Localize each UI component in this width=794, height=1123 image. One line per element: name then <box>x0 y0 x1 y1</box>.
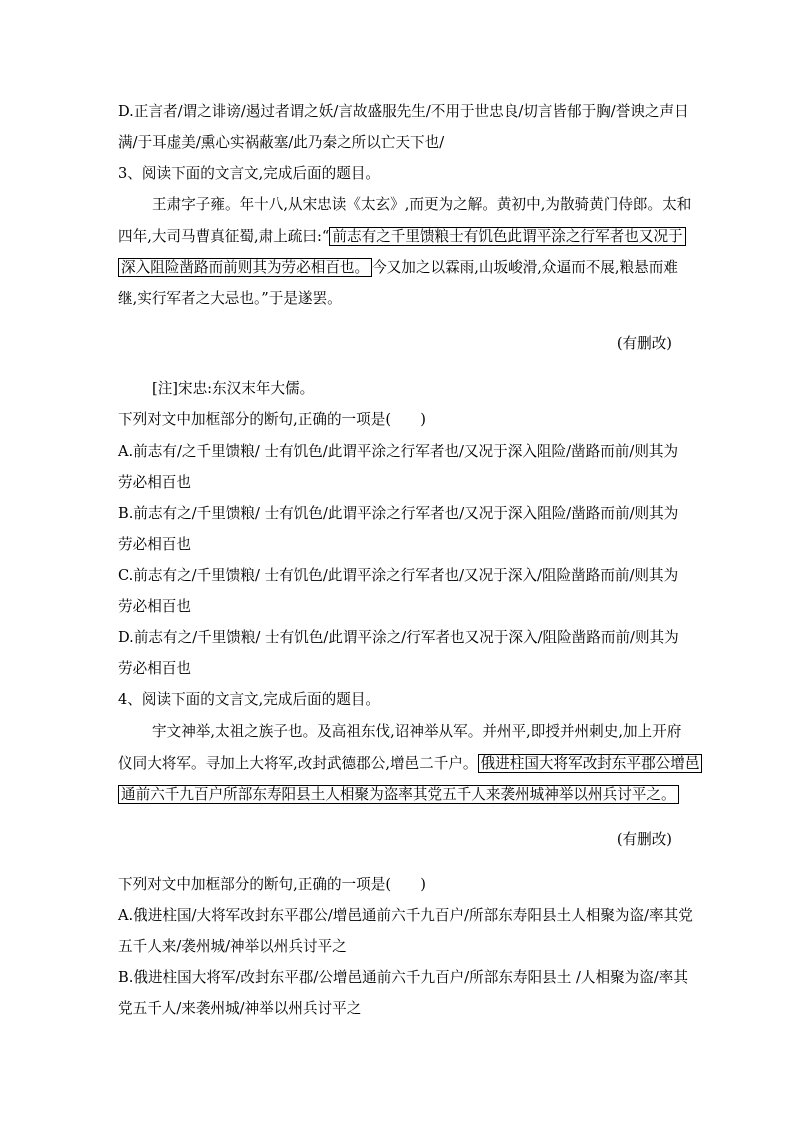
q4-option-b-line1: B.俄进柱国大将军/改封东平郡/公增邑通前六千九百户/所部东寿阳县土 /人相聚为盗/率其 <box>118 969 688 986</box>
q3-passage-line3 <box>118 258 678 278</box>
q3-option-b-line2: 劳必相百也 <box>118 536 191 553</box>
q4-option-a-line1: A.俄进柱国/大将军改封东平郡公/增邑通前六千九百户/所部东寿阳县土人相聚为盗/率其党 <box>118 907 693 924</box>
q3-source-note: (有删改) <box>616 335 672 352</box>
q3-passage-line2 <box>118 227 686 247</box>
q3-passage-line4: 继,实行军者之大忌也。”于是遂罢。 <box>118 290 342 307</box>
q4-option-a-line2: 五千人来/袭州城/神举以州兵讨平之 <box>118 938 347 955</box>
q3-boxed-text-part1: 前志有之千里馈粮士有饥色此谓平涂之行军者也又况于 <box>329 227 685 246</box>
q3-passage-line1: 王肃字子雍。年十八,从宋忠读《太玄》,而更为之解。黄初中,为散骑黄门侍郎。太和 <box>152 196 692 213</box>
q2-option-d-line2: 满/于耳虚美/熏心实祸蔽塞/此乃秦之所以亡天下也/ <box>118 134 445 151</box>
q4-passage-line1: 宇文神举,太祖之族子也。及高祖东伐,诏神举从军。并州平,即授并州刺史,加上开府 <box>152 723 682 740</box>
q3-option-d-line2: 劳必相百也 <box>118 660 191 677</box>
q4-boxed-text-part1: 俄进柱国大将军改封东平郡公增邑 <box>478 754 703 773</box>
q4-boxed-text-part2: 通前六千九百户所部东寿阳县土人相聚为盗率其党五千人来袭州城神举以州兵讨平之。 <box>118 785 679 804</box>
q3-question: 下列对文中加框部分的断句,正确的一项是( ) <box>118 411 426 428</box>
q3-passage-line2-text: 四年,大司马曹真征蜀,肃上疏曰:“ <box>118 228 330 245</box>
q4-source-note: (有删改) <box>616 831 672 848</box>
q3-passage-line3-text: 今又加之以霖雨,山坂峻滑,众逼而不展,粮悬而难 <box>372 259 678 276</box>
q4-option-b-line2: 党五千人/来袭州城/神举以州兵讨平之 <box>118 1000 362 1017</box>
q3-option-c-line2: 劳必相百也 <box>118 598 191 615</box>
q4-question: 下列对文中加框部分的断句,正确的一项是( ) <box>118 876 426 893</box>
q2-option-d-line1: D.正言者/谓之诽谤/遏过者谓之妖/言故盛服先生/不用于世忠良/切言皆郁于胸/誉谀之声日 <box>118 103 689 120</box>
q3-option-d-line1: D.前志有之/千里馈粮/ 士有饥色/此谓平涂之/行军者也又况于深入/阻险凿路而前/则其为 <box>118 629 679 646</box>
q3-option-a-line2: 劳必相百也 <box>118 474 191 491</box>
q4-passage-line3 <box>118 785 679 805</box>
q3-heading: 3、阅读下面的文言文,完成后面的题目。 <box>118 165 381 182</box>
q4-heading: 4、阅读下面的文言文,完成后面的题目。 <box>118 691 381 708</box>
q3-boxed-text-part2: 深入阻险凿路而前则其为劳必相百也。 <box>118 258 372 277</box>
q3-option-c-line1: C.前志有之/千里馈粮/ 士有饥色/此谓平涂之行军者也/又况于深入/阻险凿路而前/则其为 <box>118 567 679 584</box>
q4-passage-line2-text: 仪同大将军。寻加上大将军,改封武德郡公,增邑二千户。 <box>118 755 478 772</box>
q3-annotation: [注]宋忠:东汉末年大儒。 <box>152 380 315 397</box>
q3-option-a-line1: A.前志有/之千里馈粮/ 士有饥色/此谓平涂之行军者也/又况于深入阻险/凿路而前/则其为 <box>118 443 679 460</box>
q4-passage-line2 <box>118 754 702 774</box>
q3-option-b-line1: B.前志有之/千里馈粮/ 士有饥色/此谓平涂之行军者也/又况于深入阻险/凿路而前/则其为 <box>118 505 679 522</box>
